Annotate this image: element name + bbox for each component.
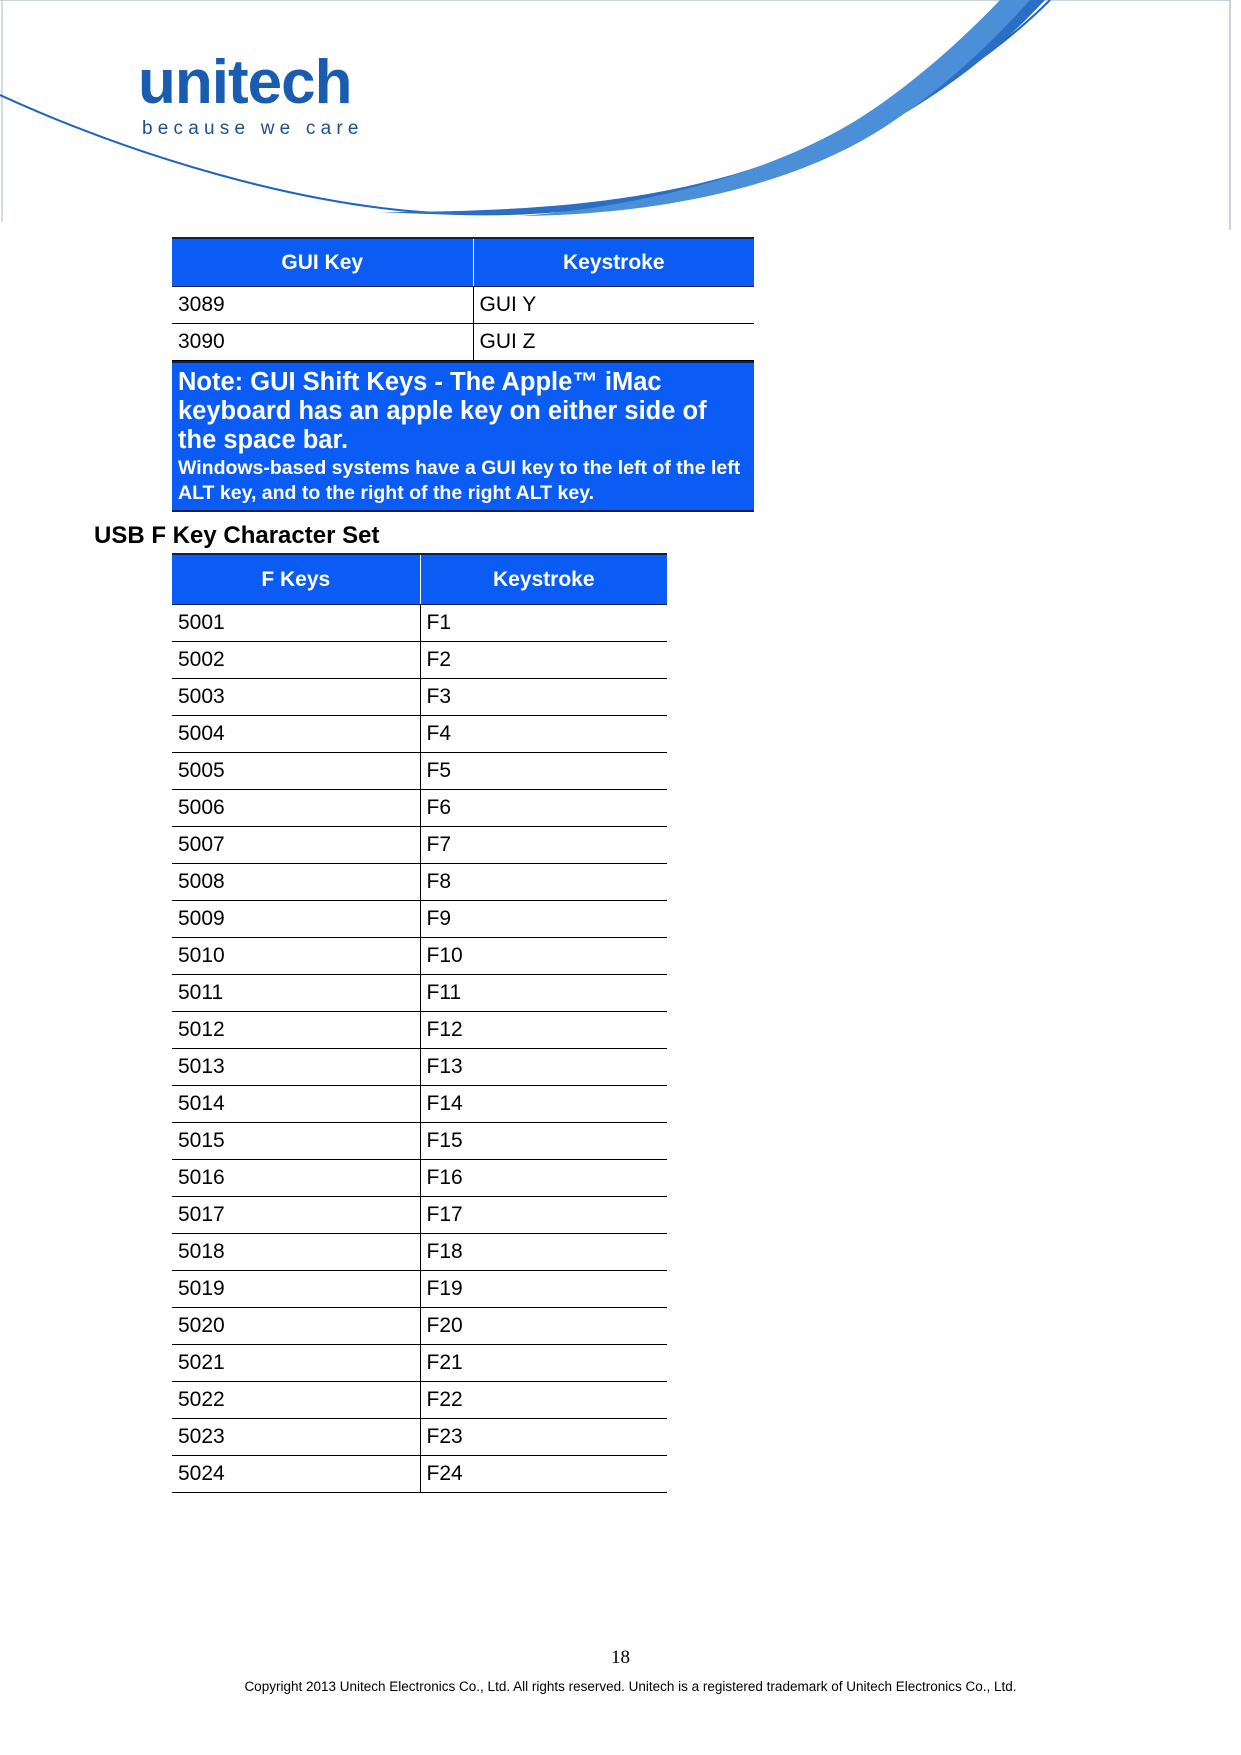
code-cell: 5009	[172, 901, 420, 938]
keystroke-cell: F4	[420, 716, 667, 753]
table-row	[172, 1456, 667, 1493]
keystroke-cell: F10	[420, 938, 667, 975]
keystroke-cell: F16	[420, 1160, 667, 1197]
code-cell: 5004	[172, 716, 420, 753]
keystroke-cell: F21	[420, 1345, 667, 1382]
code-cell: 3090	[172, 324, 473, 361]
code-cell: 5003	[172, 679, 420, 716]
unitech-logo	[138, 48, 364, 140]
code-cell: 5018	[172, 1234, 420, 1271]
gui-shift-keys-note	[172, 361, 754, 512]
code-cell: 5008	[172, 864, 420, 901]
code-cell: 5017	[172, 1197, 420, 1234]
table-row	[172, 1197, 667, 1234]
keystroke-cell: F9	[420, 901, 667, 938]
table-row	[172, 642, 667, 679]
keystroke-cell: F1	[420, 605, 667, 642]
keystroke-cell: F14	[420, 1086, 667, 1123]
keystroke-cell: F8	[420, 864, 667, 901]
table-row	[172, 864, 667, 901]
keystroke-cell: F6	[420, 790, 667, 827]
code-cell: 5019	[172, 1271, 420, 1308]
table-row	[172, 1086, 667, 1123]
keystroke-cell: F7	[420, 827, 667, 864]
code-cell: 5012	[172, 1012, 420, 1049]
table-row	[172, 1382, 667, 1419]
table-row	[172, 975, 667, 1012]
code-cell: 5010	[172, 938, 420, 975]
code-cell: 5005	[172, 753, 420, 790]
logo-tagline: because we care	[142, 118, 364, 139]
column-header-gui-key: GUI Key	[172, 238, 473, 287]
keystroke-cell: F12	[420, 1012, 667, 1049]
table-row	[172, 1012, 667, 1049]
code-cell: 5020	[172, 1308, 420, 1345]
code-cell: 5006	[172, 790, 420, 827]
code-cell: 5024	[172, 1456, 420, 1493]
keystroke-cell: F3	[420, 679, 667, 716]
table-row	[172, 1345, 667, 1382]
keystroke-cell: F11	[420, 975, 667, 1012]
code-cell: 5014	[172, 1086, 420, 1123]
keystroke-cell: F5	[420, 753, 667, 790]
code-cell: 5013	[172, 1049, 420, 1086]
table-row	[172, 287, 754, 324]
table-row	[172, 753, 667, 790]
keystroke-cell: F22	[420, 1382, 667, 1419]
keystroke-cell: F15	[420, 1123, 667, 1160]
table-row	[172, 938, 667, 975]
table-row	[172, 1049, 667, 1086]
table-row	[172, 1419, 667, 1456]
code-cell: 5001	[172, 605, 420, 642]
code-cell: 5015	[172, 1123, 420, 1160]
table-row	[172, 1123, 667, 1160]
column-header-keystroke: Keystroke	[420, 554, 667, 605]
table-row	[172, 790, 667, 827]
table-row	[172, 1271, 667, 1308]
keystroke-cell: F2	[420, 642, 667, 679]
table-row	[172, 827, 667, 864]
code-cell: 3089	[172, 287, 473, 324]
copyright-notice: Copyright 2013 Unitech Electronics Co., Ltd. All rights reserved. Unitech is a registered trademark of Unitech Electronics Co., Ltd.	[244, 1679, 1017, 1694]
code-cell: 5007	[172, 827, 420, 864]
f-key-table	[172, 553, 667, 1493]
keystroke-cell: F20	[420, 1308, 667, 1345]
code-cell: 5002	[172, 642, 420, 679]
section-title: USB F Key Character Set	[94, 522, 380, 549]
table-row	[172, 324, 754, 361]
column-header-f-keys: F Keys	[172, 554, 420, 605]
code-cell: 5011	[172, 975, 420, 1012]
keystroke-cell: GUI Z	[473, 324, 754, 361]
keystroke-cell: F13	[420, 1049, 667, 1086]
table-row	[172, 1160, 667, 1197]
table-row	[172, 716, 667, 753]
table-row	[172, 901, 667, 938]
keystroke-cell: F17	[420, 1197, 667, 1234]
keystroke-cell: F18	[420, 1234, 667, 1271]
page-number: 18	[611, 1647, 630, 1668]
code-cell: 5021	[172, 1345, 420, 1382]
code-cell: 5016	[172, 1160, 420, 1197]
keystroke-cell: F24	[420, 1456, 667, 1493]
table-row	[172, 1308, 667, 1345]
keystroke-cell: F19	[420, 1271, 667, 1308]
note-body: Windows-based systems have a GUI key to the left of the left ALT key, and to the right of the right ALT key.	[178, 457, 741, 504]
column-header-keystroke: Keystroke	[473, 238, 754, 287]
note-title: Note: GUI Shift Keys - The Apple™ iMac keyboard has an apple key on either side of the space bar.	[178, 368, 707, 454]
table-row	[172, 1234, 667, 1271]
code-cell: 5022	[172, 1382, 420, 1419]
keystroke-cell: GUI Y	[473, 287, 754, 324]
logo-wordmark: unitech	[138, 48, 352, 117]
table-row	[172, 605, 667, 642]
table-row	[172, 679, 667, 716]
gui-key-table	[172, 237, 754, 361]
keystroke-cell: F23	[420, 1419, 667, 1456]
code-cell: 5023	[172, 1419, 420, 1456]
